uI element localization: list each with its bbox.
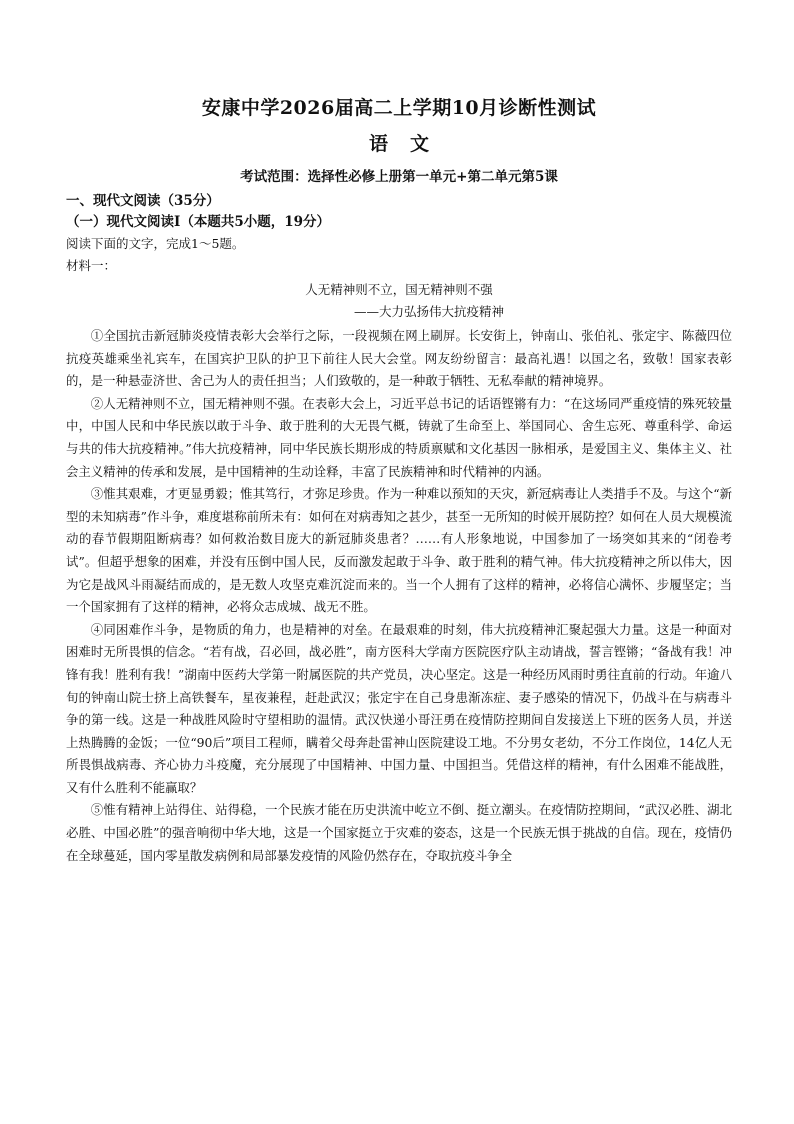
- sub-section-heading: （一）现代文阅读Ⅰ（本题共5小题，19分）: [66, 214, 330, 230]
- article-title: 人无精神则不立，国无精神则不强: [305, 282, 493, 297]
- article-paragraph-5: ⑤惟有精神上站得住、站得稳，一个民族才能在历史洪流中屹立不倒、挺立潮头。在疫情防控期间，“武汉必胜、湖北必胜、中国必胜”的强音响彻中华大地，这是一个国家挺立于灾难的姿态，这是一个民族无惧于挑战的自信。现在，疫情仍在全球蔓延，国内零星散发病例和局部暴发疫情的风险仍然存在，夺取抗疫斗争全: [66, 802, 732, 863]
- article-subtitle: ——大力弘扬伟大抗疫精神: [353, 304, 504, 319]
- exam-scope: 考试范围：选择性必修上册第一单元+第二单元第5课: [240, 169, 558, 185]
- material-label: 材料一：: [66, 258, 117, 273]
- article-paragraph-2: ②人无精神则不立，国无精神则不强。在表彰大会上，习近平总书记的话语铿锵有力：“在这场同严重疫情的殊死较量中，中国人民和中华民族以敢于斗争、敢于胜利的大无畏气概，铸就了生命至上、举国同心、舍生忘死、尊重科学、命运与共的伟大抗疫精神。”伟大抗疫精神，同中华民族长期形成的特质禀赋和文化基因一脉相承，是爱国主义、集体主义、社会主义精神的传承和发展，是中国精神的生动诠释，丰富了民族精神和时代精神的内涵。: [66, 395, 732, 479]
- article-paragraph-4: ④同困难作斗争，是物质的角力，也是精神的对垒。在最艰难的时刻，伟大抗疫精神汇聚起强大力量。这是一种面对困难时无所畏惧的信念。“若有战，召必回，战必胜”，南方医科大学南方医院医疗队主动请战，誓言铿锵；“备战有我！冲锋有我！胜利有我！”湖南中医药大学第一附属医院的共产党员，决心坚定。这是一种经历风雨时勇往直前的行动。年逾八旬的钟南山院士挤上高铁餐车，星夜兼程，赶赴武汉；张定宇在自己身患渐冻症、妻子感染的情况下，仍战斗在与病毒斗争的第一线。这是一种战胜风险时守望相助的温情。武汉快递小哥汪勇在疫情防控期间自发接送上下班的医务人员，并送上热腾腾的金饭；一位“90后”项目工程师，瞒着父母奔赴雷神山医院建设工地。不分男女老幼，不分工作岗位，14亿人无所畏惧战病毒、齐心协力斗疫魔，充分展现了中国精神、中国力量、中国担当。凭借这样的精神，有什么困难不能战胜，又有什么胜利不能赢取？: [66, 621, 732, 795]
- section-heading: 一、现代文阅读（35分）: [66, 193, 220, 209]
- article-paragraph-1: ①全国抗击新冠肺炎疫情表彰大会举行之际，一段视频在网上刷屏。长安街上，钟南山、张伯礼、张定宇、陈薇四位抗疫英雄乘坐礼宾车，在国宾护卫队的护卫下前往人民大会堂。网友纷纷留言：最高礼遇！以国之名，致敬！国家表彰的，是一种悬壶济世、舍己为人的责任担当；人们致敬的，是一种敢于牺牲、无私奉献的精神境界。: [66, 328, 732, 389]
- exam-title: 安康中学2026届高二上学期10月诊断性测试: [201, 97, 597, 119]
- reading-instruction: 阅读下面的文字，完成1～5题。: [66, 236, 245, 251]
- article-paragraph-3: ③惟其艰难，才更显勇毅；惟其笃行，才弥足珍贵。作为一种难以预知的天灾，新冠病毒让人类措手不及。与这个“新型的未知病毒”作斗争，难度堪称前所未有：如何在对病毒知之甚少，甚至一无所知的时候开展防控？如何在人员大规模流动的春节假期阻断病毒？如何救治数目庞大的新冠肺炎患者？……有人形象地说，中国参加了一场突如其来的“闭卷考试”。但超乎想象的困难，并没有压倒中国人民，反而激发起敢于斗争、敢于胜利的精气神。伟大抗疫精神之所以伟大，因为它是战风斗雨凝结而成的，是无数人攻坚克难沉淀而来的。当一个人拥有了这样的精神，必将信心满怀、步履坚定；当一个国家拥有了这样的精神，必将众志成城、战无不胜。: [66, 486, 732, 615]
- subject-title: 语文: [368, 133, 451, 155]
